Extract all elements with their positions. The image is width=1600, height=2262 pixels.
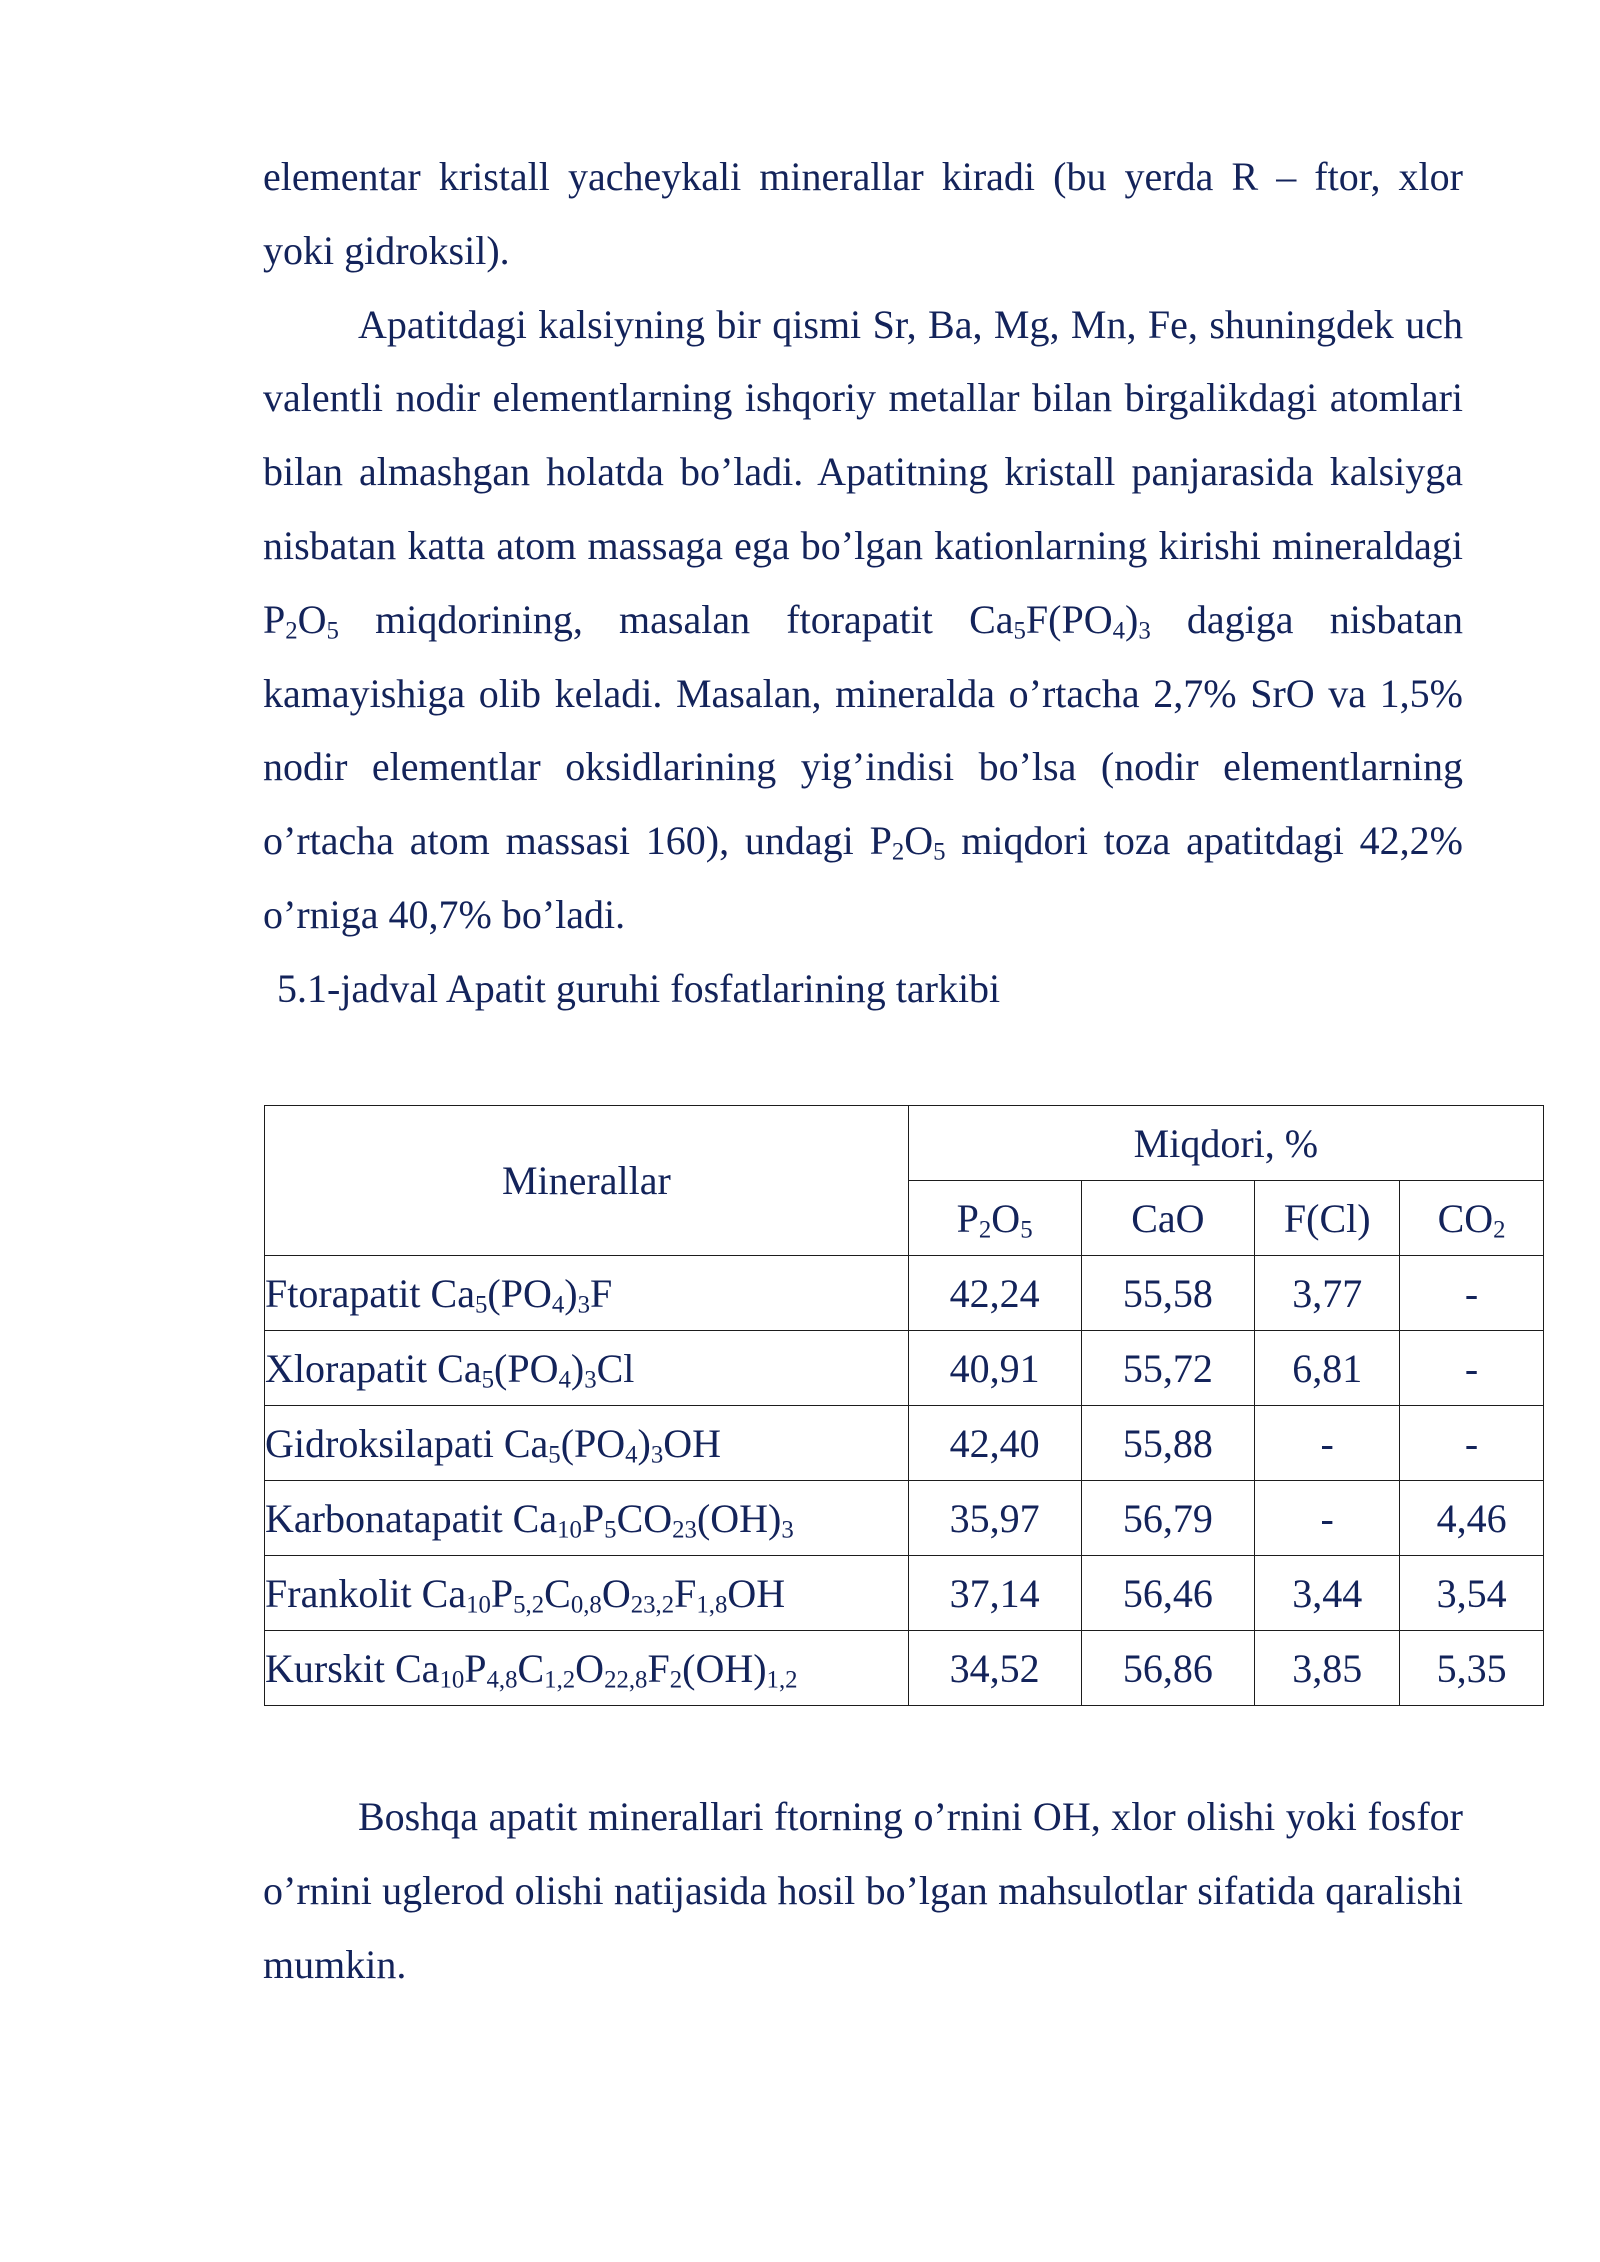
table-row [265,1331,1544,1406]
formula-subscript: 23,2 [630,1590,675,1618]
cell-p2o5: 34,52 [908,1631,1081,1706]
formula-subscript: 1,2 [544,1665,576,1693]
cell-co2: 3,54 [1400,1556,1544,1631]
cell-co2: 5,35 [1400,1631,1544,1706]
formula-part: Ftorapatit Ca [265,1270,475,1316]
mineral-name [265,1256,909,1331]
mineral-name [265,1556,909,1631]
formula-part: ) [570,1345,585,1391]
cell-cao: 55,58 [1081,1256,1255,1331]
formula-subscript: 5 [326,617,339,645]
formula-subscript: 10 [466,1590,491,1618]
formula-part: Cl [596,1345,635,1391]
formula-subscript: 2 [891,838,905,866]
table-row [265,1556,1544,1631]
header-minerals: Minerallar [265,1106,909,1256]
cell-p2o5: 40,91 [908,1331,1081,1406]
formula-subscript: 4 [625,1440,638,1468]
cell-co2: 4,46 [1400,1481,1544,1556]
formula-part: ) [564,1270,578,1316]
paragraph-text: miqdorining, masalan ftorapatit [338,596,970,642]
formula-subscript: 0,8 [570,1590,602,1618]
formula-subscript: 3 [1138,617,1151,645]
header-p2o5 [908,1181,1081,1256]
cell-f-cl: - [1255,1481,1400,1556]
formula-part: P [263,596,286,642]
cell-p2o5: 42,24 [908,1256,1081,1331]
formula-part: Kurskit Ca [265,1645,440,1691]
cell-cao: 56,79 [1081,1481,1255,1556]
paragraph-intro: elementar kristall yacheykali minerallar kiradi (bu yerda R – ftor, xlor yoki gidroksil). [263,154,1463,273]
formula-subscript: 2 [669,1665,683,1693]
formula-part: (PO [494,1345,559,1391]
minerals-composition-table [264,1105,1544,1706]
formula-subscript: 2 [285,617,298,645]
cell-p2o5: 37,14 [908,1556,1081,1631]
formula-part: (PO [560,1420,626,1466]
paragraph-apatite-calcium [263,288,1463,952]
formula-part: ) [637,1420,651,1466]
formula-part: F [589,1270,613,1316]
formula-subscript: 5 [604,1515,617,1543]
formula-part: C [517,1645,545,1691]
cell-cao: 55,72 [1081,1331,1255,1406]
formula-subscript: 5 [548,1440,561,1468]
table-header-row [265,1106,1544,1181]
formula-part: Gidroksilapati Ca [265,1420,549,1466]
formula-part: O [991,1195,1021,1241]
formula-subscript: 5 [1013,617,1026,645]
formula-subscript: 4 [558,1365,571,1393]
paragraph-text: miqdori toza apatitdagi 42,2% o’rniga 40,7% bo’ladi. [263,818,1463,937]
formula-subscript: 22,8 [604,1665,648,1693]
mineral-name [265,1331,909,1406]
table-caption: 5.1-jadval Apatit guruhi fosfatlarining tarkibi [277,965,1001,1011]
cell-f-cl: - [1255,1406,1400,1481]
header-f-cl: F(Cl) [1255,1181,1400,1256]
cell-f-cl: 3,85 [1255,1631,1400,1706]
formula-part: O [575,1645,605,1691]
mineral-name [265,1631,909,1706]
formula-part: P [581,1495,605,1541]
formula-part: F(PO [1025,596,1113,642]
formula-part: P [464,1645,487,1691]
formula-subscript: 3 [584,1365,597,1393]
formula-subscript: 3 [650,1440,664,1468]
formula-part: OH [663,1420,722,1466]
formula-subscript: 1,2 [766,1665,798,1693]
formula-part: P [869,818,892,864]
mineral-name [265,1406,909,1481]
formula-part: O [601,1570,631,1616]
formula-subscript: 5 [481,1365,495,1393]
formula-part: CO [616,1495,673,1541]
table-row [265,1406,1544,1481]
formula-part: ) [1125,596,1139,642]
formula-part: F [674,1570,697,1616]
formula-subscript: 10 [557,1515,582,1543]
mineral-name [265,1481,909,1556]
formula-subscript: 4 [1112,617,1126,645]
cell-cao: 56,86 [1081,1631,1255,1706]
formula-part: C [544,1570,571,1616]
cell-co2: - [1400,1406,1544,1481]
formula-part: Xlorapatit Ca [265,1345,482,1391]
paragraph-text: dagiga nisbatan kamayishiga olib keladi. Masalan, mineralda o’rtacha 2,7% SrO va 1,5% nodir elementlar oksidlarining yig’indisi bo’lsa (nodir elementlarning o’rtacha atom massasi 160), undagi [263,596,1464,864]
cell-f-cl: 3,77 [1255,1256,1400,1331]
formula-subscript: 2 [1493,1215,1506,1243]
formula-subscript: 2 [978,1215,992,1243]
formula-subscript: 5 [933,838,946,866]
document-body [263,140,1463,1026]
cell-f-cl: 3,44 [1255,1556,1400,1631]
cell-f-cl: 6,81 [1255,1331,1400,1406]
formula-subscript: 5,2 [513,1590,545,1618]
cell-co2: - [1400,1331,1544,1406]
formula-subscript: 4 [551,1290,565,1318]
formula-subscript: 3 [577,1290,590,1318]
formula-subscript: 5 [1020,1215,1033,1243]
paragraph-text: Apatitdagi kalsiyning bir qismi Sr, Ba, Mg, Mn, Fe, shuningdek uch valentli nodir elementlarning ishqoriy metallar bilan birgalikdagi atomlari bilan almashgan holatda bo’ladi. Apatitning kristall panjarasida kalsiyga nisbatan katta atom massaga ega bo’lgan kationlarning kirishi mineraldagi [263,301,1463,568]
table-row [265,1256,1544,1331]
header-cao: CaO [1081,1181,1255,1256]
cell-cao: 56,46 [1081,1556,1255,1631]
formula-part: CO [1437,1195,1494,1241]
formula-subscript: 10 [439,1665,465,1693]
formula-part: O [904,818,934,864]
formula-subscript: 5 [474,1290,488,1318]
table-row [265,1631,1544,1706]
paragraph-other-apatites: Boshqa apatit minerallari ftorning o’rnini OH, xlor olishi yoki fosfor o’rnini uglerod olishi natijasida hosil bo’lgan mahsulotlar sifatida qaralishi mumkin. [263,1794,1463,1987]
formula-subscript: 23 [672,1515,697,1543]
cell-cao: 55,88 [1081,1406,1255,1481]
formula-part: Karbonatapatit Ca [265,1495,558,1541]
cell-co2: - [1400,1256,1544,1331]
formula-part: Frankolit Ca [265,1570,467,1616]
table-row [265,1481,1544,1556]
formula-part: Ca [969,596,1014,642]
formula-p2o5 [869,818,946,866]
header-co2 [1400,1181,1544,1256]
document-body-continued [263,1780,1463,2001]
formula-part: (OH) [696,1495,782,1541]
formula-part: O [297,596,327,642]
formula-subscript: 1,8 [696,1590,728,1618]
formula-part: F [647,1645,670,1691]
formula-part: P [490,1570,514,1616]
header-content-percent: Miqdori, % [908,1106,1543,1181]
formula-p2o5 [263,596,339,645]
formula-subscript: 4,8 [486,1665,518,1693]
cell-p2o5: 35,97 [908,1481,1081,1556]
formula-subscript: 3 [781,1515,794,1543]
cell-p2o5: 42,40 [908,1406,1081,1481]
formula-part: (OH) [682,1645,767,1691]
formula-part: OH [727,1570,786,1616]
formula-part: P [956,1195,979,1241]
formula-fluorapatite [969,596,1151,645]
formula-part: (PO [487,1270,552,1316]
